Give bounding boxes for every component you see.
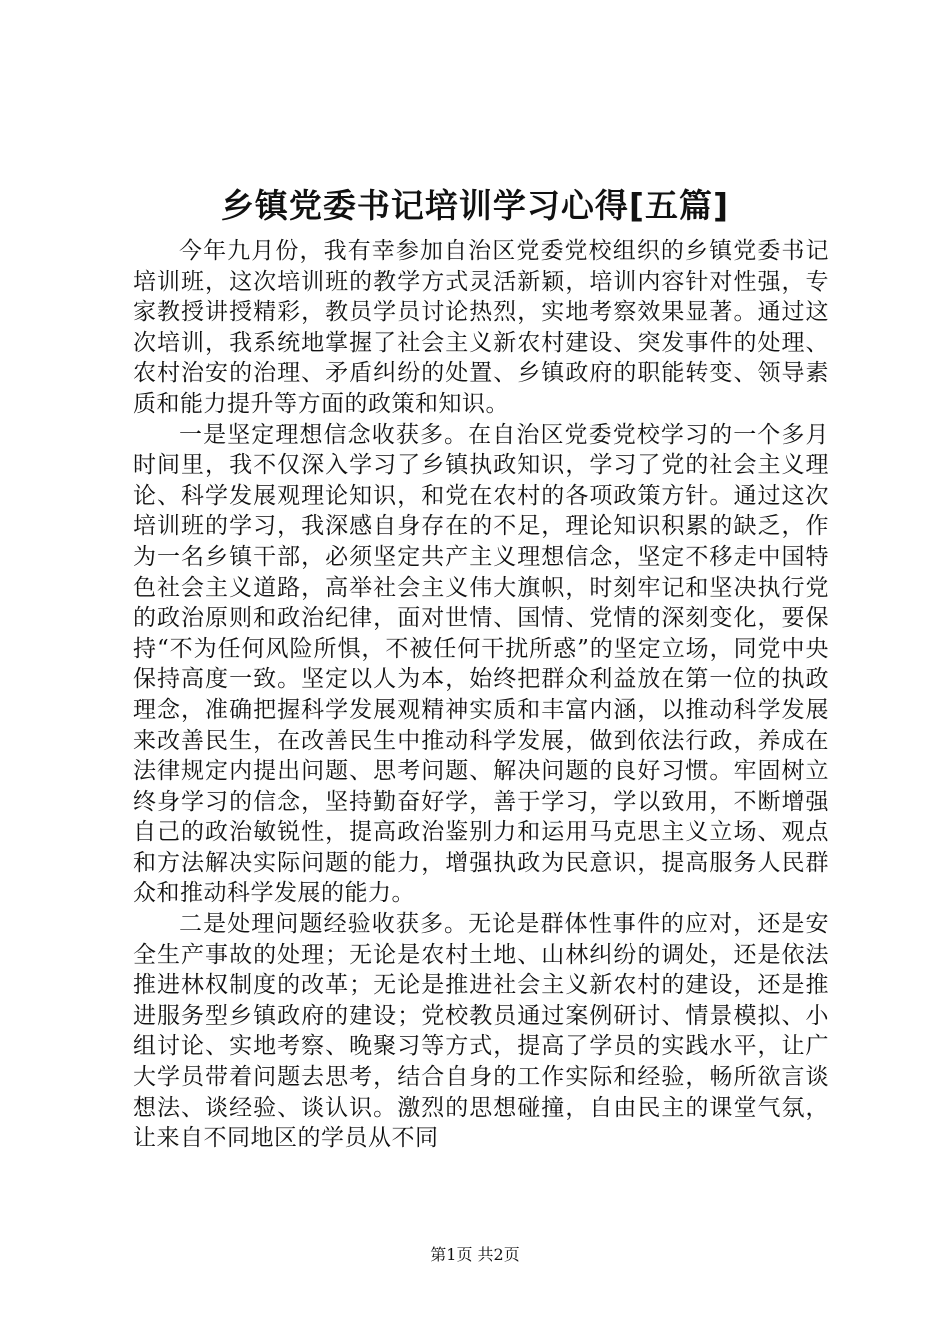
paragraph-intro: 今年九月份，我有幸参加自治区党委党校组织的乡镇党委书记培训班，这次培训班的教学方式灵活新颖，培训内容针对性强，专家教授讲授精彩，教员学员讨论热烈，实地考察效果显著。通过这次培训，我系统地掌握了社会主义新农村建设、突发事件的处理、农村治安的治理、矛盾纠纷的处置、乡镇政府的职能转变、领导素质和能力提升等方面的政策和知识。 <box>133 238 829 417</box>
paragraph-experience: 二是处理问题经验收获多。无论是群体性事件的应对，还是安全生产事故的处理；无论是农村土地、山林纠纷的调处，还是依法推进林权制度的改革；无论是推进社会主义新农村的建设，还是推进服务型乡镇政府的建设；党校教员通过案例研讨、情景模拟、小组讨论、实地考察、晚聚习等方式，提高了学员的实践水平，让广大学员带着问题去思考，结合自身的工作实际和经验，畅所欲言谈想法、谈经验、谈认识。激烈的思想碰撞，自由民主的课堂气氛，让来自不同地区的学员从不同 <box>133 911 829 1152</box>
document-title: 乡镇党委书记培训学习心得[五篇] <box>220 186 730 225</box>
page-footer: 第1页 共2页 <box>430 1245 520 1264</box>
document-body <box>133 236 829 1154</box>
paragraph-ideals: 一是坚定理想信念收获多。在自治区党委党校学习的一个多月时间里，我不仅深入学习了乡镇执政知识，学习了党的社会主义理论、科学发展观理论知识，和党在农村的各项政策方针。通过这次培训班的学习，我深感自身存在的不足，理论知识积累的缺乏，作为一名乡镇干部，必须坚定共产主义理想信念，坚定不移走中国特色社会主义道路，高举社会主义伟大旗帜，时刻牢记和坚决执行党的政治原则和政治纪律，面对世情、国情、党情的深刻变化，要保持“不为任何风险所惧，不被任何干扰所惑”的坚定立场，同党中央保持高度一致。坚定以人为本，始终把群众利益放在第一位的执政理念，准确把握科学发展观精神实质和丰富内涵，以推动科学发展来改善民生，在改善民生中推动科学发展，做到依法行政，养成在法律规定内提出问题、思考问题、解决问题的良好习惯。牢固树立终身学习的信念，坚持勤奋好学，善于学习，学以致用，不断增强自己的政治敏锐性，提高政治鉴别力和运用马克思主义立场、观点和方法解决实际问题的能力，增强执政为民意识，提高服务人民群众和推动科学发展的能力。 <box>133 421 829 907</box>
